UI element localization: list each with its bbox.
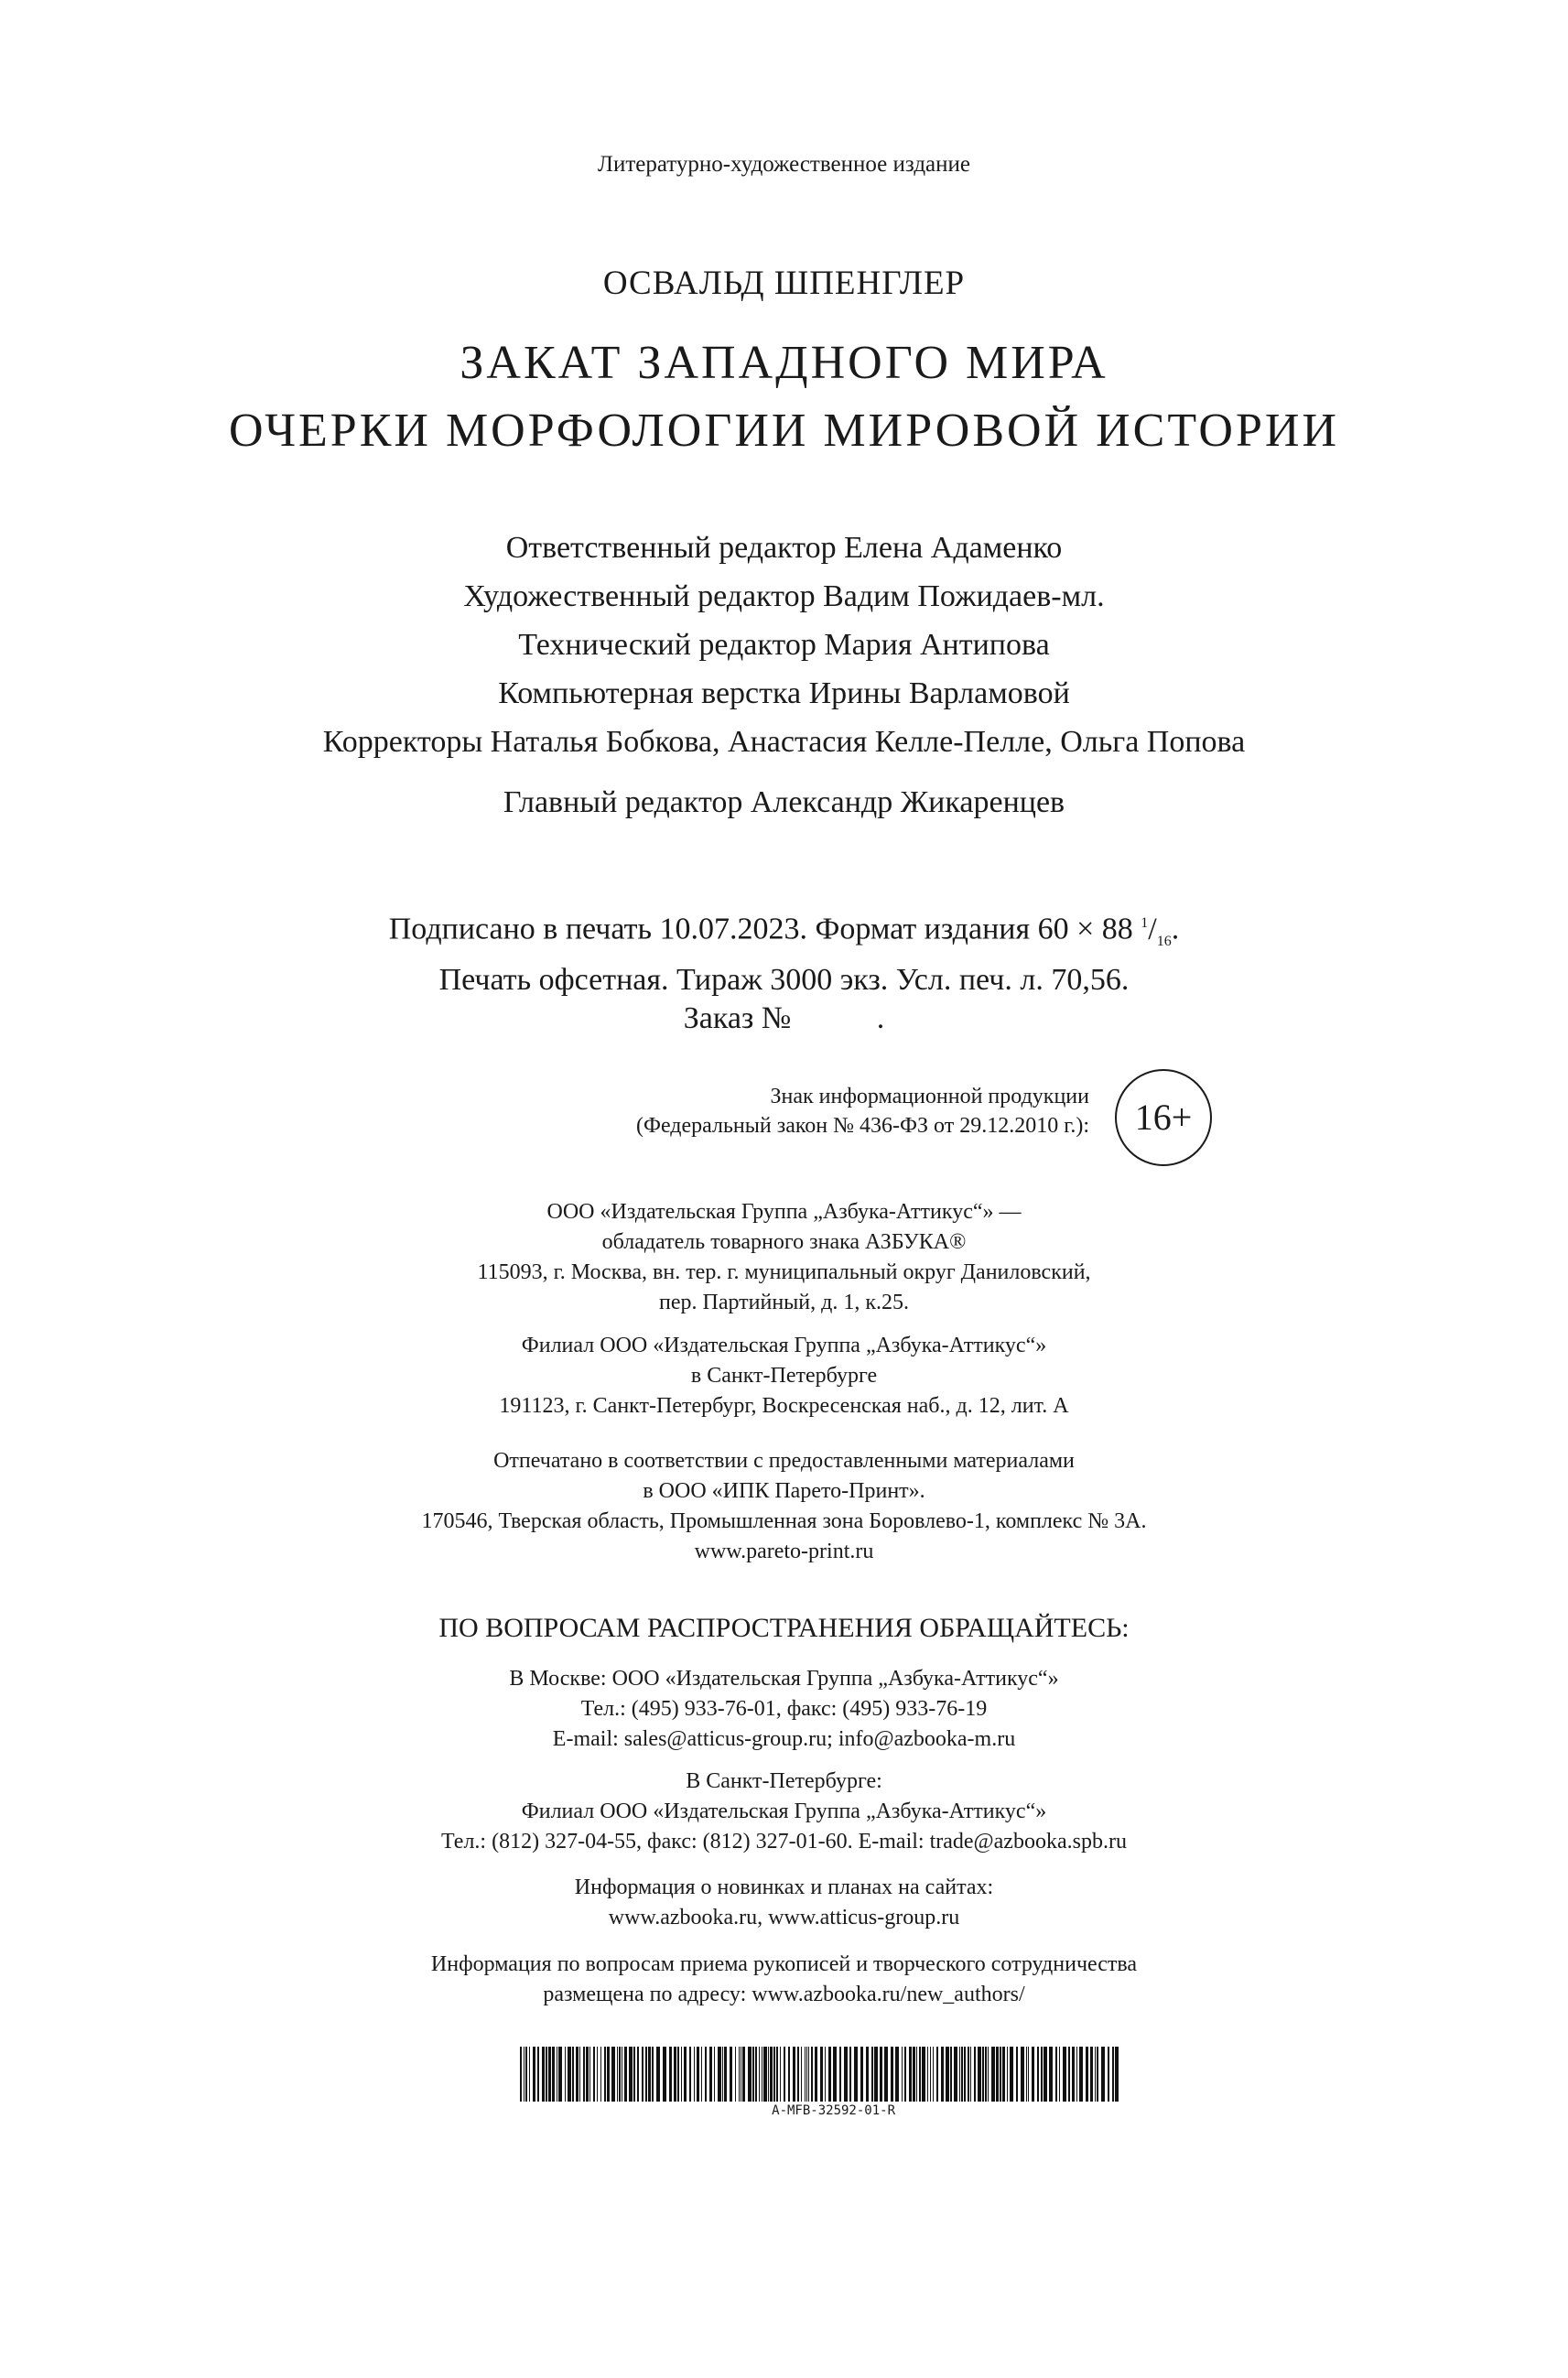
barcode-bar — [604, 2047, 606, 2102]
barcode-bar — [815, 2047, 817, 2102]
barcode-bar — [839, 2047, 841, 2102]
barcode-bar — [773, 2047, 775, 2102]
manuscripts-block — [0, 1950, 1568, 2010]
branch-line-2: в Санкт-Петербурге — [690, 1364, 878, 1388]
barcode-bar — [968, 2047, 969, 2102]
barcode-bar — [770, 2047, 773, 2102]
barcode-bar — [565, 2047, 566, 2102]
credit-art-editor: Художественный редактор Вадим Пожидаев-мл. — [463, 579, 1105, 613]
spb-contacts — [0, 1767, 1568, 1857]
moscow-line-1: В Москве: ООО «Издательская Группа „Азбука-Аттикус“» — [509, 1667, 1059, 1691]
barcode-bar — [941, 2047, 944, 2102]
manuscripts-line-2: размещена по адресу: www.azbooka.ru/new_authors/ — [543, 1983, 1025, 2006]
barcode-bar — [904, 2047, 906, 2102]
barcode-bar — [1016, 2047, 1018, 2102]
barcode-bar — [884, 2047, 888, 2102]
barcode-bar — [689, 2047, 691, 2102]
barcode-bar — [748, 2047, 752, 2102]
barcode-bar — [970, 2047, 971, 2102]
age-rating-line-2: (Федеральный закон № 436-ФЗ от 29.12.2010 г.): — [635, 1114, 1089, 1138]
barcode-bar — [546, 2047, 547, 2102]
barcode-bar — [820, 2047, 823, 2102]
barcode-bar — [1101, 2047, 1105, 2102]
barcode-bar — [681, 2047, 682, 2102]
barcode-bar — [811, 2047, 813, 2102]
moscow-phone: Тел.: (495) 933-76-01, факс: (495) 933-76-19 — [580, 1697, 988, 1721]
barcode-bar — [548, 2047, 551, 2102]
printer-line-2: в ООО «ИПК Парето-Принт». — [643, 1479, 925, 1503]
printer-block — [0, 1446, 1568, 1567]
barcode-bar — [694, 2047, 695, 2102]
barcode-bar — [793, 2047, 795, 2102]
barcode-bar — [1021, 2047, 1024, 2102]
barcode-bar — [572, 2047, 574, 2102]
barcode-bar — [985, 2047, 987, 2102]
barcode-bar — [1097, 2047, 1098, 2102]
barcode-bar — [568, 2047, 571, 2102]
barcode-bar — [844, 2047, 848, 2102]
edition-type: Литературно-художественное издание — [598, 152, 970, 177]
barcode-bar — [936, 2047, 938, 2102]
age-rating-text — [458, 1082, 1089, 1140]
barcode-bar — [988, 2047, 989, 2102]
barcode-bar — [946, 2047, 949, 2102]
barcode-bar — [718, 2047, 721, 2102]
barcode-bar — [1028, 2047, 1029, 2102]
barcode-bar — [1026, 2047, 1027, 2102]
spb-line-2: Филиал ООО «Издательская Группа „Азбука-Аттикус“» — [521, 1800, 1047, 1823]
publisher-block — [0, 1197, 1568, 1318]
barcode-bar — [558, 2047, 562, 2102]
barcode-bar — [642, 2047, 643, 2102]
branch-line-3: 191123, г. Санкт-Петербург, Воскресенская наб., д. 12, лит. А — [499, 1394, 1069, 1418]
credits-list — [0, 524, 1568, 766]
barcode-bar — [533, 2047, 535, 2102]
barcode-bar — [542, 2047, 545, 2102]
barcode-bar — [1002, 2047, 1005, 2102]
barcode-bar — [629, 2047, 633, 2102]
barcode-bar — [933, 2047, 934, 2102]
websites-line-1: Информация о новинках и планах на сайтах: — [574, 1875, 994, 1899]
barcode-bar — [954, 2047, 957, 2102]
barcode-bar — [788, 2047, 790, 2102]
manuscripts-line-1: Информация по вопросам приема рукописей и творческого сотрудничества — [430, 1952, 1138, 1976]
barcode-bar — [637, 2047, 639, 2102]
barcode-bar — [874, 2047, 878, 2102]
age-rating-line-1: Знак информационной продукции — [770, 1085, 1089, 1108]
barcode-bar — [1010, 2047, 1013, 2102]
barcode-bar — [633, 2047, 635, 2102]
barcode-bar — [752, 2047, 754, 2102]
barcode-bar — [520, 2047, 522, 2102]
barcode-bar — [950, 2047, 952, 2102]
barcode-bar — [763, 2047, 767, 2102]
barcode-bar — [1108, 2047, 1109, 2102]
barcode-bar — [978, 2047, 981, 2102]
barcode-bar — [755, 2047, 757, 2102]
barcode-bar — [552, 2047, 555, 2102]
barcode-bar — [537, 2047, 539, 2102]
branch-line-1: Филиал ООО «Издательская Группа „Азбука-Аттикус“» — [521, 1334, 1047, 1357]
barcode-bar — [784, 2047, 785, 2102]
barcode-bar — [1079, 2047, 1083, 2102]
print-signed: Подписано в печать 10.07.2023. Формат издания 60 × 88 — [388, 912, 1141, 946]
barcode-bar — [991, 2047, 995, 2102]
barcode-bar — [919, 2047, 921, 2102]
barcode-bar — [1037, 2047, 1039, 2102]
credit-proofreaders: Корректоры Наталья Бобкова, Анастасия Келле-Пелле, Ольга Попова — [322, 725, 1246, 759]
moscow-email: E-mail: sales@atticus-group.ru; info@azbooka-m.ru — [552, 1727, 1016, 1751]
barcode-bar — [880, 2047, 882, 2102]
barcode-bar — [586, 2047, 589, 2102]
barcode-bar — [611, 2047, 615, 2102]
barcode-bar — [722, 2047, 723, 2102]
credit-layout: Компьютерная верстка Ирины Варламовой — [498, 676, 1070, 710]
barcode-bar — [895, 2047, 899, 2102]
credit-tech-editor: Технический редактор Мария Антипова — [518, 628, 1050, 662]
barcode-bar — [589, 2047, 590, 2102]
barcode-bar — [964, 2047, 966, 2102]
barcode-bar — [1049, 2047, 1053, 2102]
barcode-bar — [709, 2047, 712, 2102]
distribution-heading: ПО ВОПРОСАМ РАСПРОСТРАНЕНИЯ ОБРАЩАЙТЕСЬ: — [438, 1613, 1130, 1643]
websites-block — [0, 1873, 1568, 1933]
barcode-bar — [730, 2047, 732, 2102]
barcode-bar — [833, 2047, 837, 2102]
barcode-bar — [1068, 2047, 1070, 2102]
barcode-bar — [1044, 2047, 1047, 2102]
publisher-line-2: обладатель товарного знака АЗБУКА® — [601, 1230, 967, 1254]
barcode-bar — [825, 2047, 826, 2102]
barcode-bar — [1032, 2047, 1034, 2102]
barcode-bar — [860, 2047, 863, 2102]
publisher-line-3: 115093, г. Москва, вн. тер. г. муниципальный округ Даниловский, — [477, 1260, 1091, 1284]
barcode-bar — [1063, 2047, 1066, 2102]
barcode-bar — [648, 2047, 651, 2102]
barcode-bar — [656, 2047, 660, 2102]
barcode-bar — [866, 2047, 869, 2102]
barcode-bar — [1055, 2047, 1057, 2102]
age-rating — [458, 1069, 1208, 1170]
barcode-bar — [619, 2047, 621, 2102]
barcode-bar — [1086, 2047, 1088, 2102]
format-numerator: 1 — [1141, 915, 1149, 931]
barcode-bar — [663, 2047, 666, 2102]
format-separator: / — [1148, 912, 1157, 946]
barcode-bar — [739, 2047, 740, 2102]
barcode-bar — [525, 2047, 527, 2102]
printer-website: www.pareto-print.ru — [694, 1540, 874, 1563]
book-title — [0, 330, 1568, 465]
barcode-bar — [801, 2047, 802, 2102]
barcode-bar — [607, 2047, 610, 2102]
spb-phone: Тел.: (812) 327-04-55, факс: (812) 327-01-60. E-mail: trade@azbooka.spb.ru — [441, 1830, 1127, 1854]
barcode-bar — [1115, 2047, 1119, 2102]
barcode-bar — [652, 2047, 654, 2102]
barcode-bar — [961, 2047, 963, 2102]
barcode-bar — [916, 2047, 917, 2102]
barcode-bar — [705, 2047, 707, 2102]
barcode-bar — [579, 2047, 580, 2102]
barcode-bar — [768, 2047, 769, 2102]
barcode-bar — [1112, 2047, 1114, 2102]
barcode-bar — [776, 2047, 778, 2102]
barcode-bar — [597, 2047, 598, 2102]
barcode-bar — [684, 2047, 687, 2102]
barcode-bar — [1007, 2047, 1008, 2102]
branch-block — [0, 1331, 1568, 1421]
barcode-bar — [697, 2047, 699, 2102]
barcode-bar — [645, 2047, 647, 2102]
barcode-bar — [624, 2047, 627, 2102]
barcode-bar — [1090, 2047, 1093, 2102]
barcode-bar — [996, 2047, 999, 2102]
print-info-line-1 — [0, 904, 1568, 961]
barcode-bar — [576, 2047, 579, 2102]
websites-line-2: www.azbooka.ru, www.atticus-group.ru — [608, 1906, 960, 1929]
barcode-bar — [593, 2047, 595, 2102]
barcode-bars — [520, 2047, 1124, 2102]
barcode-bar — [714, 2047, 715, 2102]
chief-editor: Главный редактор Александр Жикаренцев — [503, 785, 1065, 819]
barcode — [520, 2047, 1124, 2118]
barcode-bar — [1059, 2047, 1060, 2102]
barcode-bar — [674, 2047, 676, 2102]
barcode-bar — [701, 2047, 702, 2102]
barcode-bar — [808, 2047, 809, 2102]
barcode-bar — [909, 2047, 912, 2102]
author-name: ОСВАЛЬД ШПЕНГЛЕР — [602, 265, 966, 302]
title-line-1: ЗАКАТ ЗАПАДНОГО МИРА — [460, 337, 1108, 389]
barcode-bar — [677, 2047, 679, 2102]
printer-line-3: 170546, Тверская область, Промышленная зона Боровлево-1, комплекс № 3А. — [421, 1509, 1147, 1533]
barcode-bar — [974, 2047, 976, 2102]
barcode-bar — [759, 2047, 760, 2102]
barcode-bar — [1000, 2047, 1001, 2102]
moscow-contacts — [0, 1664, 1568, 1755]
barcode-bar — [854, 2047, 858, 2102]
printer-line-1: Отпечатано в соответствии с предоставленными материалами — [493, 1449, 1075, 1473]
barcode-bar — [891, 2047, 893, 2102]
print-info-line-3: Заказ № . — [683, 1001, 885, 1036]
barcode-bar — [583, 2047, 585, 2102]
barcode-bar — [805, 2047, 806, 2102]
barcode-bar — [529, 2047, 530, 2102]
print-line-1-end: . — [1171, 912, 1180, 946]
title-line-2: ОЧЕРКИ МОРФОЛОГИИ МИРОВОЙ ИСТОРИИ — [228, 405, 1340, 457]
publisher-line-4: пер. Партийный, д. 1, к.25. — [658, 1291, 910, 1314]
barcode-bar — [959, 2047, 960, 2102]
barcode-bar — [930, 2047, 931, 2102]
spb-line-1: В Санкт-Петербурге: — [686, 1769, 882, 1793]
barcode-bar — [669, 2047, 672, 2102]
print-info-line-2: Печать офсетная. Тираж 3000 экз. Усл. печ. л. 70,56. — [438, 963, 1130, 998]
age-rating-badge: 16+ — [1115, 1069, 1212, 1166]
publisher-line-1: ООО «Издательская Группа „Азбука-Аттикус“» — — [546, 1200, 1022, 1224]
barcode-bar — [1041, 2047, 1043, 2102]
barcode-bar — [600, 2047, 601, 2102]
barcode-bar — [828, 2047, 831, 2102]
barcode-bar — [1095, 2047, 1096, 2102]
barcode-bar — [1072, 2047, 1075, 2102]
barcode-bar — [871, 2047, 873, 2102]
barcode-bar — [982, 2047, 984, 2102]
barcode-bar — [780, 2047, 781, 2102]
barcode-bar — [902, 2047, 903, 2102]
barcode-bar — [724, 2047, 727, 2102]
barcode-bar — [1076, 2047, 1077, 2102]
barcode-bar — [735, 2047, 736, 2102]
barcode-bar — [617, 2047, 618, 2102]
format-denominator: 16 — [1156, 934, 1172, 950]
barcode-bar — [913, 2047, 915, 2102]
barcode-bar — [806, 2047, 807, 2102]
barcode-bar — [797, 2047, 799, 2102]
barcode-bar — [849, 2047, 851, 2102]
barcode-bar — [927, 2047, 928, 2102]
print-info — [0, 904, 1568, 1038]
barcode-bar — [742, 2047, 745, 2102]
barcode-label: A-MFB-32592-01-R — [772, 2103, 895, 2118]
credit-responsible-editor: Ответственный редактор Елена Адаменко — [505, 531, 1063, 565]
barcode-bar — [922, 2047, 925, 2102]
